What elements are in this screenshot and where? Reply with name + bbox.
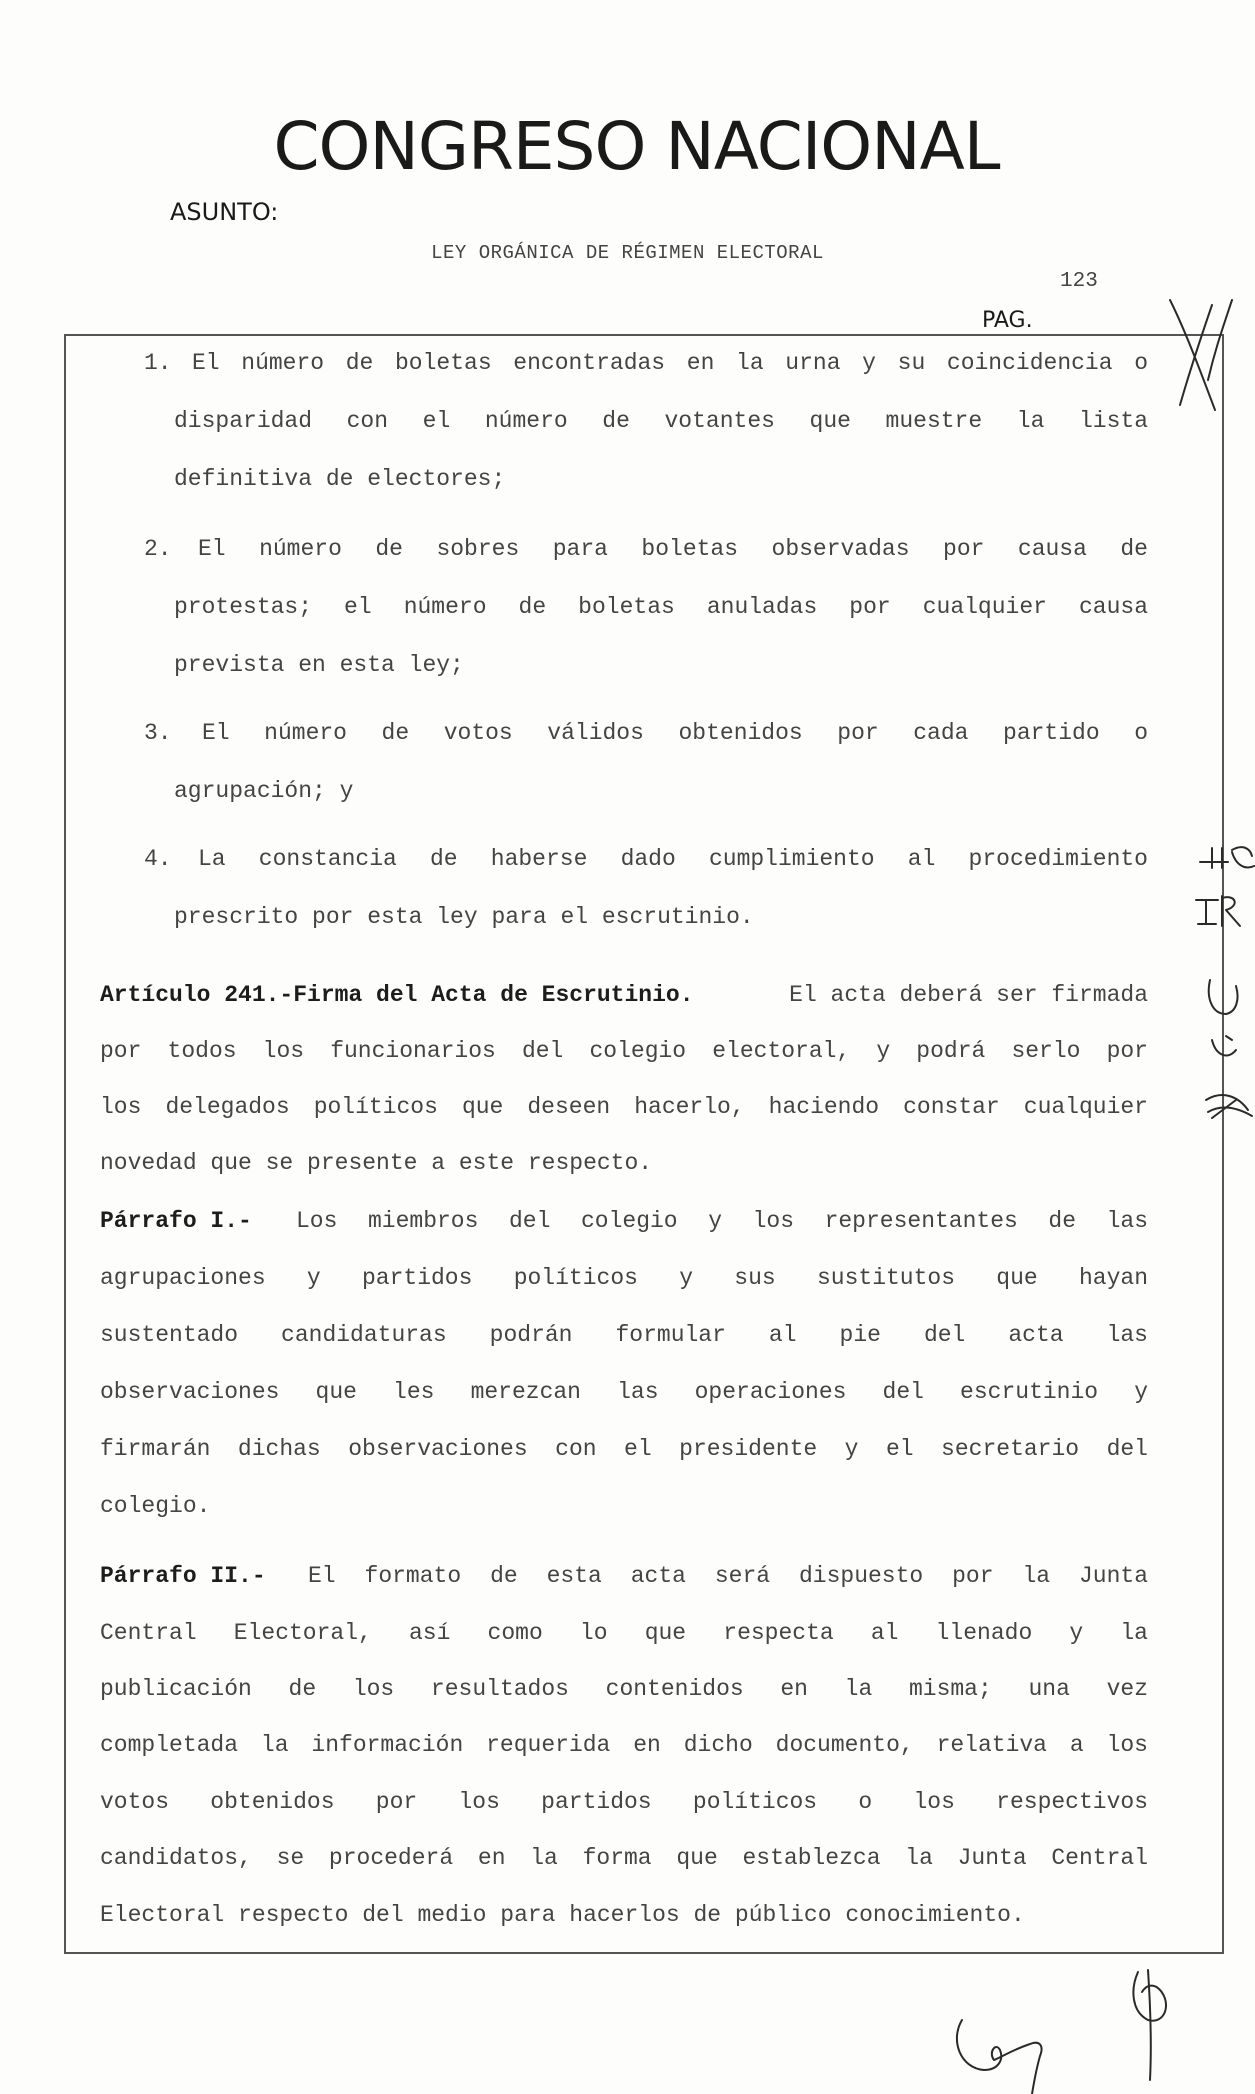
item-2-line-1: El número de sobres para boletas observadas por causa de [198,536,1148,562]
paragraph-2-line-7: Electoral respecto del medio para hacerlos de público conocimiento. [100,1902,1025,1928]
handwritten-initials-3 [1209,980,1238,1014]
item-number: 1. [144,350,172,376]
article-heading: Artículo 241.-Firma del Acta de Escrutinio. [100,982,694,1008]
handwritten-x-mark [1170,300,1232,410]
paragraph-1-line-2: agrupaciones y partidos políticos y sus sustitutos que hayan [100,1265,1148,1291]
paragraph-1-line-6: colegio. [100,1493,211,1519]
item-number: 3. [144,720,172,746]
item-1-line-2: disparidad con el número de votantes que muestre la lista [174,408,1148,434]
item-3-line-2: agrupación; y [174,778,354,804]
handwritten-initials-1 [1200,847,1254,868]
paragraph-2-line-1: El formato de esta acta será dispuesto por la Junta [308,1563,1148,1589]
paragraph-2-line-3: publicación de los resultados contenidos en la misma; una vez [100,1676,1148,1702]
paragraph-2-line-4: completada la información requerida en dicho documento, relativa a los [100,1732,1148,1758]
handwritten-initials-5 [1206,1095,1252,1118]
item-3-line-1: El número de votos válidos obtenidos por cada partido o [202,720,1148,746]
paragraph-1-line-3: sustentado candidaturas podrán formular al pie del acta las [100,1322,1148,1348]
paragraph-2-line-2: Central Electoral, así como lo que respecta al llenado y la [100,1620,1148,1646]
item-2-line-2: protestas; el número de boletas anuladas por cualquier causa [174,594,1148,620]
article-line-1: El acta deberá ser firmada [789,982,1148,1008]
article-line-2: por todos los funcionarios del colegio electoral, y podrá serlo por [100,1038,1148,1064]
article-line-3: los delegados políticos que deseen hacerlo, haciendo constar cualquier [100,1094,1148,1120]
document-subject: LEY ORGÁNICA DE RÉGIMEN ELECTORAL [431,242,824,264]
page-number: 123 [1060,270,1098,293]
item-1-line-1: El número de boletas encontradas en la urna y su coincidencia o [192,350,1148,376]
paragraph-2-heading: Párrafo II.- [100,1563,266,1589]
item-number: 2. [144,536,172,562]
paragraph-2-line-5: votos obtenidos por los partidos políticos o los respectivos [100,1789,1148,1815]
paragraph-1-line-5: firmarán dichas observaciones con el presidente y el secretario del [100,1436,1148,1462]
handwritten-initials-4 [1212,1036,1236,1055]
item-4-line-2: prescrito por esta ley para el escrutinio. [174,904,754,930]
paragraph-1-heading: Párrafo I.- [100,1208,252,1234]
item-number: 4. [144,846,172,872]
article-line-4: novedad que se presente a este respecto. [100,1150,653,1176]
paragraph-1-line-4: observaciones que les merezcan las operaciones del escrutinio y [100,1379,1148,1405]
page-title: CONGRESO NACIONAL [273,108,1000,185]
page-label: PAG. [982,308,1033,333]
item-2-line-3: prevista en esta ley; [174,652,464,678]
handwritten-signature-2 [1133,1970,1166,2080]
paragraph-1-line-1: Los miembros del colegio y los representantes de las [296,1208,1148,1234]
item-1-line-3: definitiva de electores; [174,466,506,492]
handwritten-signature-1 [957,2020,1042,2094]
item-4-line-1: La constancia de haberse dado cumplimiento al procedimiento [198,846,1148,872]
asunto-label: ASUNTO: [170,198,279,226]
handwritten-initials-2 [1196,896,1240,926]
paragraph-2-line-6: candidatos, se procederá en la forma que establezca la Junta Central [100,1845,1148,1871]
